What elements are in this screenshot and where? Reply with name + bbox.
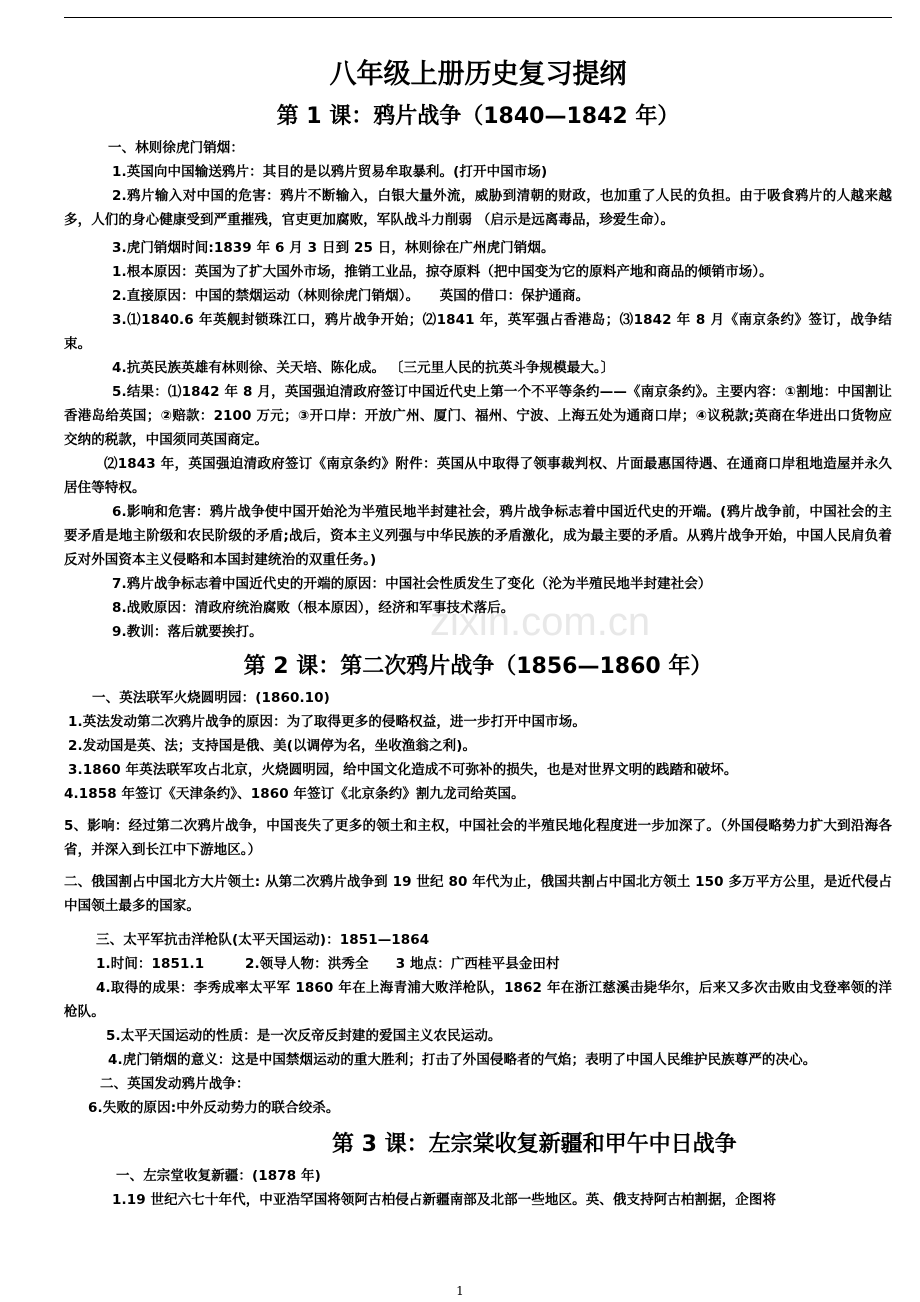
lesson-1-para: 2.鸦片输入对中国的危害：鸦片不断输入，白银大量外流，威胁到清朝的财政，也加重了人民的负担。由于吸食鸦片的人越来越多，人们的身心健康受到严重摧残，官吏更加腐败，军队战斗力削弱 （启示是远离毒品，珍爱生命）。 xyxy=(64,188,892,228)
lesson-1-para: 3.虎门销烟时间:1839 年 6 月 3 日到 25 日，林则徐在广州虎门销烟。 xyxy=(112,240,555,256)
lesson-2-para: 5、影响：经过第二次鸦片战争，中国丧失了更多的领土和主权，中国社会的半殖民地化程度进一步加深了。（外国侵略势力扩大到沿海各省，并深入到长江中下游地区。） xyxy=(64,818,892,858)
lesson-1-para: ⑵1843 年，英国强迫清政府签订《南京条约》附件：英国从中取得了领事裁判权、片面最惠国待遇、在通商口岸租地造屋并永久居住等特权。 xyxy=(64,456,892,496)
lesson-2-para: 5.太平天国运动的性质：是一次反帝反封建的爱国主义农民运动。 xyxy=(106,1028,502,1044)
lesson-1-para: 1.根本原因：英国为了扩大国外市场，推销工业品，掠夺原料（把中国变为它的原料产地和商品的倾销市场）。 xyxy=(112,264,773,280)
lesson-1-para: 9.教训：落后就要挨打。 xyxy=(112,624,263,640)
lesson-1-para: 6.影响和危害：鸦片战争使中国开始沦为半殖民地半封建社会，鸦片战争标志着中国近代史的开端。(鸦片战争前，中国社会的主要矛盾是地主阶级和农民阶级的矛盾;战后，资本主义列强与中华民族的矛盾激化，成为最主要的矛盾。从鸦片战争开始，中国人民肩负着反对外国资本主义侵略和本国封建统治的双重任务。) xyxy=(64,504,892,568)
lesson-1-section-1: 一、林则徐虎门销烟： xyxy=(108,140,244,156)
lesson-2-section-3: 三、太平军抗击洋枪队(太平天国运动)：1851—1864 xyxy=(96,932,430,948)
lesson-2-title: 第 2 课：第二次鸦片战争（1856—1860 年） xyxy=(243,654,713,679)
lesson-1-para: 7.鸦片战争标志着中国近代史的开端的原因：中国社会性质发生了变化（沦为半殖民地半封建社会） xyxy=(112,576,712,592)
lesson-3-section-1: 一、左宗堂收复新疆：(1878 年) xyxy=(116,1168,321,1184)
lesson-3-title: 第 3 课：左宗棠收复新疆和甲午中日战争 xyxy=(332,1132,737,1157)
lesson-2-para: 4.取得的成果：李秀成率太平军 1860 年在上海青浦大败洋枪队，1862 年在浙江慈溪击毙华尔，后来又多次击败由戈登率领的洋枪队。 xyxy=(64,980,892,1020)
lesson-1-para: 1.英国向中国输送鸦片：其目的是以鸦片贸易牟取暴利。(打开中国市场) xyxy=(112,164,548,180)
lesson-2-para: 3.1860 年英法联军攻占北京，火烧圆明园，给中国文化造成不可弥补的损失，也是对世界文明的践踏和破坏。 xyxy=(68,762,738,778)
header-rule xyxy=(64,17,892,18)
lesson-1-title: 第 1 课：鸦片战争（1840—1842 年） xyxy=(276,104,680,129)
lesson-2-para: 4.虎门销烟的意义：这是中国禁烟运动的重大胜利；打击了外国侵略者的气焰；表明了中国人民维护民族尊严的决心。 xyxy=(108,1052,817,1068)
lesson-2-para: 1.英法发动第二次鸦片战争的原因：为了取得更多的侵略权益，进一步打开中国市场。 xyxy=(68,714,586,730)
lesson-2-para: 4.1858 年签订《天津条约》、1860 年签订《北京条约》割九龙司给英国。 xyxy=(64,786,525,802)
page-number: 1 xyxy=(456,1284,464,1298)
lesson-1-para: 3.⑴1840.6 年英舰封锁珠江口，鸦片战争开始；⑵1841 年，英军强占香港岛；⑶1842 年 8 月《南京条约》签订，战争结束。 xyxy=(64,312,892,352)
lesson-2-para: 二、俄国割占中国北方大片领土: 从第二次鸦片战争到 19 世纪 80 年代为止，俄国共割占中国北方领土 150 多万平方公里，是近代侵占中国领土最多的国家。 xyxy=(64,874,892,914)
lesson-2-section-4: 二、英国发动鸦片战争： xyxy=(100,1076,250,1092)
document-body xyxy=(64,52,892,1212)
lesson-1-para: 4.抗英民族英雄有林则徐、关天培、陈化成。 〔三元里人民的抗英斗争规模最大。〕 xyxy=(112,360,615,376)
lesson-1-para: 8.战败原因：清政府统治腐败（根本原因），经济和军事技术落后。 xyxy=(112,600,515,616)
page-title: 八年级上册历史复习提纲 xyxy=(329,59,627,90)
lesson-3-para: 1.19 世纪六七十年代，中亚浩罕国将领阿古柏侵占新疆南部及北部一些地区。英、俄支持阿古柏割据，企图将 xyxy=(112,1192,777,1208)
watermark: zixin.com.cn xyxy=(430,600,651,644)
lesson-1-para: 2.直接原因：中国的禁烟运动（林则徐虎门销烟）。 英国的借口：保护通商。 xyxy=(112,288,590,304)
lesson-1-para: 5.结果：⑴1842 年 8 月，英国强迫清政府签订中国近代史上第一个不平等条约——《南京条约》。主要内容：①割地：中国割让香港岛给英国；②赔款：2100 万元；③开口岸：开放广州、厦门、福州、宁波、上海五处为通商口岸；④议税款;英商在华进出口货物应交纳的税款，中国须同英国商定。 xyxy=(64,384,892,448)
lesson-2-section-1: 一、英法联军火烧圆明园：(1860.10) xyxy=(92,690,330,706)
lesson-2-para: 2.发动国是英、法；支持国是俄、美(以调停为名，坐收渔翁之利)。 xyxy=(68,738,477,754)
lesson-2-para: 1.时间：1851.1 2.领导人物：洪秀全 3 地点：广西桂平县金田村 xyxy=(96,956,560,972)
lesson-2-para: 6.失败的原因:中外反动势力的联合绞杀。 xyxy=(88,1100,340,1116)
